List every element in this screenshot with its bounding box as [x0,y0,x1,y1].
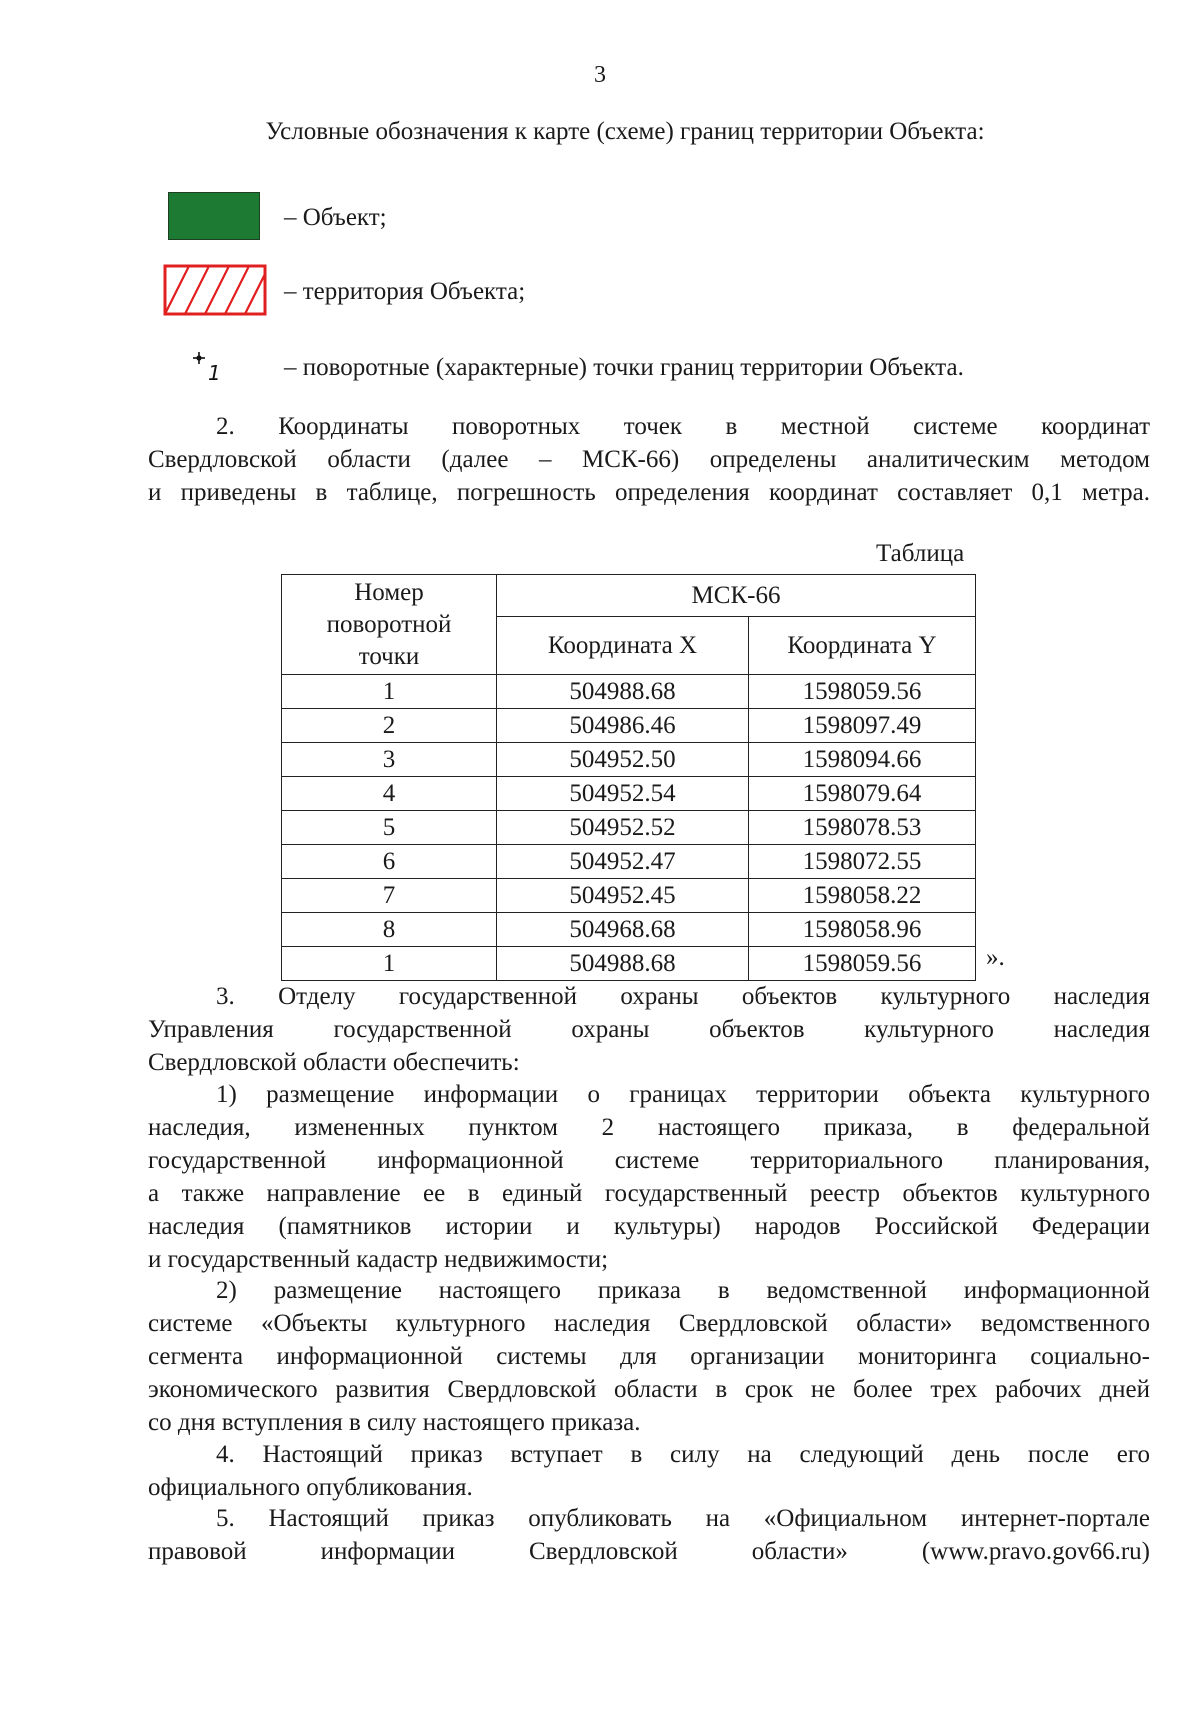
header-point-line: Номер [354,578,424,606]
legend-label-turning-points: – поворотные (характерные) точки границ территории Объекта. [284,354,964,381]
legend-item-turning-points [0,350,1200,406]
paragraph-line: и приведены в таблице, погрешность определения координат составляет 0,1 метра. [148,479,1150,506]
list-item-2 [148,1274,1150,1439]
cell-coordinate-y: 1598058.22 [749,879,976,913]
table-row [282,947,976,981]
table-row [282,675,976,709]
header-coordinate-system: МСК-66 [497,575,976,617]
cell-coordinate-y: 1598094.66 [749,743,976,777]
turning-point-label: 1 [208,361,221,385]
header-coordinate-y: Координата Y [749,617,976,675]
paragraph-effective-date [148,1438,1150,1504]
paragraph-line: и государственный кадастр недвижимости; [148,1246,609,1273]
coordinates-table-body [282,675,976,981]
cell-coordinate-x: 504968.68 [497,913,749,947]
paragraph-line: наследия, измененных пунктом 2 настоящего приказа, в федеральной [148,1114,1150,1141]
paragraph-line: 3. Отделу государственной охраны объектов культурного наследия [216,983,1150,1010]
legend-label-territory: – территория Объекта; [284,278,526,305]
cell-coordinate-y: 1598072.55 [749,845,976,879]
table-header-row [282,575,976,617]
paragraph-line: 5. Настоящий приказ опубликовать на «Официальном интернет-портале [216,1505,1150,1532]
table-row [282,743,976,777]
cell-coordinate-y: 1598097.49 [749,709,976,743]
cell-coordinate-y: 1598078.53 [749,811,976,845]
territory-hatch-swatch-icon [163,264,267,316]
object-swatch-icon [168,192,260,240]
table-row [282,879,976,913]
legend-label-object: – Объект; [284,204,387,231]
cell-point-number: 6 [282,845,497,879]
table-caption: Таблица [876,540,965,567]
cell-point-number: 2 [282,709,497,743]
paragraph-line: а также направление ее в единый государственный реестр объектов культурного [148,1180,1150,1207]
paragraph-coordinates-method [148,410,1150,509]
paragraph-line: наследия (памятников истории и культуры) народов Российской Федерации [148,1213,1150,1240]
paragraph-line: государственной информационной системе территориального планирования, [148,1147,1150,1174]
paragraph-line: 2. Координаты поворотных точек в местной системе координат [216,413,1150,440]
cell-point-number: 1 [282,947,497,981]
paragraph-line: системе «Объекты культурного наследия Свердловской области» ведомственного [148,1310,1150,1337]
table-closing-mark: ». [986,944,1005,971]
cell-point-number: 8 [282,913,497,947]
cell-coordinate-y: 1598059.56 [749,947,976,981]
table-row [282,913,976,947]
table-row [282,845,976,879]
coordinates-table [281,574,976,981]
page-number: 3 [594,62,606,88]
paragraph-department-duties [148,980,1150,1079]
header-point-line: поворотной [326,610,452,638]
header-point-line: точки [358,642,420,670]
turning-point-icon [192,350,232,390]
header-point-number [282,575,497,675]
cell-point-number: 4 [282,777,497,811]
legend-item-territory [0,264,1200,320]
paragraph-line: со дня вступления в силу настоящего приказа. [148,1409,641,1436]
cell-point-number: 5 [282,811,497,845]
paragraph-line: 2) размещение настоящего приказа в ведомственной информационной [216,1277,1150,1304]
legend-title: Условные обозначения к карте (схеме) границ территории Объекта: [265,118,985,145]
cell-coordinate-y: 1598058.96 [749,913,976,947]
cell-point-number: 3 [282,743,497,777]
paragraph-line: 1) размещение информации о границах территории объекта культурного [216,1081,1150,1108]
cell-coordinate-x: 504952.47 [497,845,749,879]
table-row [282,709,976,743]
paragraph-line: экономического развития Свердловской области в срок не более трех рабочих дней [148,1376,1150,1403]
paragraph-line: правовой информации Свердловской области» (www.pravo.gov66.ru) [148,1538,1150,1565]
paragraph-line: 4. Настоящий приказ вступает в силу на следующий день после его [216,1441,1150,1468]
cell-coordinate-x: 504952.50 [497,743,749,777]
cell-coordinate-x: 504952.45 [497,879,749,913]
list-item-1 [148,1078,1150,1276]
cell-coordinate-x: 504952.54 [497,777,749,811]
paragraph-line: Свердловской области (далее – МСК-66) определены аналитическим методом [148,446,1150,473]
paragraph-line: Управления государственной охраны объектов культурного наследия [148,1016,1150,1043]
cell-point-number: 7 [282,879,497,913]
header-coordinate-x: Координата X [497,617,749,675]
cell-coordinate-x: 504986.46 [497,709,749,743]
paragraph-publication [148,1502,1150,1568]
cell-point-number: 1 [282,675,497,709]
paragraph-line: официального опубликования. [148,1474,473,1501]
cell-coordinate-x: 504952.52 [497,811,749,845]
paragraph-line: Свердловской области обеспечить: [148,1049,520,1076]
cell-coordinate-x: 504988.68 [497,675,749,709]
cell-coordinate-y: 1598079.64 [749,777,976,811]
cell-coordinate-x: 504988.68 [497,947,749,981]
cell-coordinate-y: 1598059.56 [749,675,976,709]
table-row [282,777,976,811]
table-row [282,811,976,845]
legend-item-object [0,192,1200,248]
paragraph-line: сегмента информационной системы для организации мониторинга социально- [148,1343,1150,1370]
